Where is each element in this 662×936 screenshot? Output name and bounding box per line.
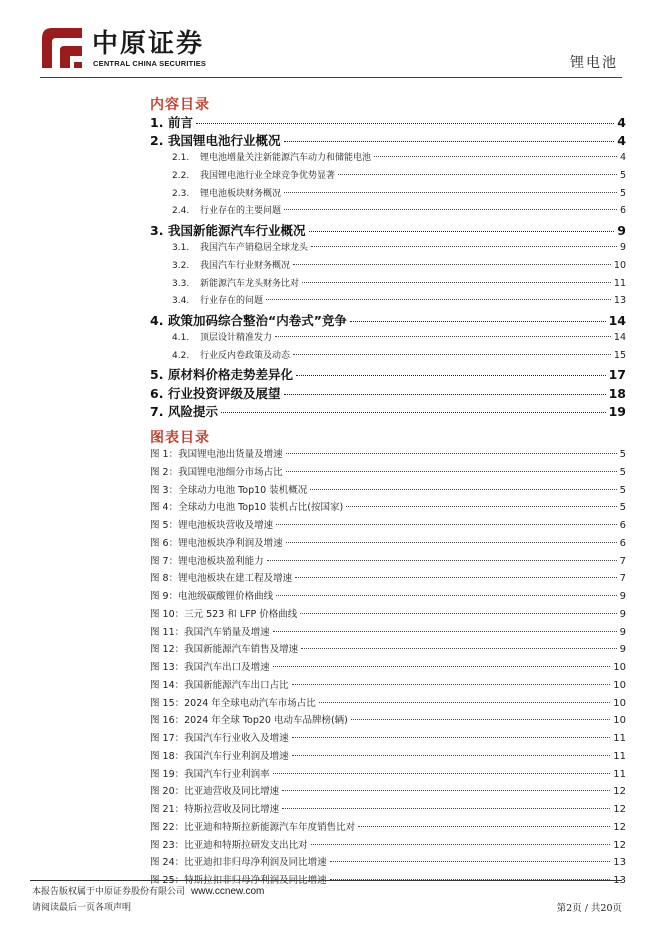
figure-entry[interactable] <box>150 854 626 872</box>
figure-label: 比亚迪和特斯拉新能源汽车年度销售比对 <box>184 821 356 833</box>
figure-page: 10 <box>613 679 626 691</box>
figure-label: 我国锂电池细分市场占比 <box>178 466 283 478</box>
footer-disclaimer: 请阅读最后一页各项声明 <box>32 903 132 913</box>
leader-dots <box>284 209 617 210</box>
figure-label: 锂电池板块盈利能力 <box>178 555 264 567</box>
figure-number: 图 19： <box>150 768 185 780</box>
leader-dots <box>267 560 617 561</box>
toc-entry-number: 4. <box>150 313 164 329</box>
footer-divider <box>30 880 622 881</box>
leader-dots <box>293 354 611 355</box>
toc-subentry-number: 3.2. <box>172 260 190 271</box>
toc-subentry[interactable] <box>150 330 626 348</box>
toc-subentry-label: 锂电池增量关注新能源汽车动力和储能电池 <box>200 152 372 163</box>
leader-dots <box>309 231 615 232</box>
figure-label: 2024 年全球电动汽车市场占比 <box>184 697 316 709</box>
toc-subentry-page: 9 <box>619 241 626 253</box>
leader-dots <box>311 844 611 845</box>
figure-label: 我国汽车行业收入及增速 <box>184 733 289 744</box>
toc-entry[interactable] <box>150 221 626 239</box>
leader-dots <box>292 755 611 756</box>
company-name-cn: 中原证券 <box>92 29 205 59</box>
leader-dots <box>275 336 611 337</box>
toc-subentry[interactable] <box>150 168 626 186</box>
leader-dots <box>301 648 617 649</box>
toc-subentry-number: 3.1. <box>172 242 190 253</box>
leader-dots <box>286 542 617 543</box>
figure-label: 我国汽车销量及增速 <box>184 626 270 638</box>
toc-subentry-page: 15 <box>613 349 626 361</box>
company-name-en: CENTRAL CHINA SECURITIES <box>93 59 207 68</box>
figure-label: 特斯拉营收及同比增速 <box>184 804 280 815</box>
figure-page: 9 <box>619 644 626 656</box>
figure-number: 图 5： <box>150 520 179 531</box>
toc-subentry-label: 锂电池板块财务概况 <box>200 188 282 199</box>
figure-page: 12 <box>613 804 626 815</box>
toc-entry-number: 5. <box>150 367 164 383</box>
leader-dots <box>296 375 606 376</box>
figure-entry[interactable] <box>150 748 626 766</box>
figure-entry[interactable] <box>150 677 626 695</box>
figure-page: 11 <box>613 768 626 780</box>
page-number: 第2页 / 共20页 <box>556 903 622 914</box>
figure-number: 图 11： <box>150 626 185 638</box>
header-divider <box>40 77 622 78</box>
figure-entry[interactable] <box>150 766 626 784</box>
toc-entry-page: 19 <box>608 404 626 420</box>
figure-page: 10 <box>613 697 626 709</box>
figure-page: 7 <box>619 573 626 585</box>
leader-dots <box>350 321 606 322</box>
leader-dots <box>310 489 616 490</box>
leader-dots <box>351 719 610 720</box>
figure-number: 图 14： <box>150 679 185 691</box>
table-of-contents <box>150 113 626 421</box>
figure-page: 11 <box>613 733 626 744</box>
figure-label: 我国汽车行业利润率 <box>184 768 270 780</box>
toc-subentry[interactable] <box>150 240 626 258</box>
toc-subentry-label: 行业反内卷政策及动态 <box>200 350 291 361</box>
toc-entry-label: 我国新能源汽车行业概况 <box>168 223 306 239</box>
leader-dots <box>284 141 615 142</box>
figure-label: 三元 523 和 LFP 价格曲线 <box>184 608 298 620</box>
figure-number: 图 9： <box>150 591 179 602</box>
copyright-text: 本报告版权属于中原证券股份有限公司 <box>32 887 186 897</box>
figure-entry[interactable] <box>150 588 626 606</box>
figure-number: 图 25： <box>150 875 185 886</box>
figure-page: 12 <box>613 839 626 851</box>
toc-subentry-number: 2.3. <box>172 188 190 199</box>
toc-subentry-number: 2.1. <box>172 152 190 163</box>
leader-dots <box>338 174 617 175</box>
toc-entry-page: 4 <box>617 133 626 149</box>
toc-subentry[interactable] <box>150 150 626 168</box>
figure-label: 比亚迪扣非归母净利润及同比增速 <box>184 857 327 869</box>
toc-entry[interactable] <box>150 113 626 131</box>
toc-subentry-page: 5 <box>619 187 626 199</box>
toc-entry-label: 风险提示 <box>168 404 219 420</box>
leader-dots <box>284 394 606 395</box>
toc-entry[interactable] <box>150 384 626 402</box>
toc-entry-label: 前言 <box>168 115 194 130</box>
toc-subentry-page: 13 <box>613 295 626 307</box>
toc-entry[interactable] <box>150 311 626 329</box>
figure-entry[interactable] <box>150 624 626 642</box>
figure-page: 13 <box>613 875 626 886</box>
leader-dots <box>273 773 611 774</box>
figure-entry[interactable] <box>150 570 626 588</box>
leader-dots <box>276 524 617 525</box>
toc-entry-number: 2. <box>150 133 164 149</box>
toc-subentry-label: 我国汽车产销稳居全球龙头 <box>200 242 309 253</box>
figure-page: 7 <box>619 555 626 567</box>
website-link[interactable]: www.ccnew.com <box>191 886 265 897</box>
figure-entry[interactable] <box>150 482 626 500</box>
figure-label: 锂电池板块在建工程及增速 <box>178 573 293 585</box>
toc-subentry[interactable] <box>150 276 626 294</box>
figure-label: 2024 年全球 Top20 电动车品牌榜(辆) <box>184 715 348 727</box>
toc-subentry-label: 行业存在的问题 <box>200 296 264 307</box>
toc-subentry-label: 顶层设计精准发力 <box>200 332 273 343</box>
figure-page: 10 <box>613 662 626 673</box>
leader-dots <box>266 299 611 300</box>
toc-subentry-number: 4.1. <box>172 332 190 343</box>
figure-page: 5 <box>619 484 626 496</box>
figure-number: 图 15： <box>150 697 185 709</box>
leader-dots <box>293 264 611 265</box>
leader-dots <box>284 192 617 193</box>
figure-page: 5 <box>619 502 626 514</box>
figure-number: 图 23： <box>150 839 185 851</box>
leader-dots <box>319 702 610 703</box>
figure-page: 9 <box>619 626 626 638</box>
figure-label: 我国锂电池出货量及增速 <box>178 449 283 460</box>
leader-dots <box>358 826 610 827</box>
figure-page: 5 <box>619 449 626 460</box>
figure-page: 10 <box>613 715 626 727</box>
figure-label: 我国新能源汽车销售及增速 <box>184 644 299 656</box>
leader-dots <box>292 684 611 685</box>
figure-label: 电池级碳酸锂价格曲线 <box>178 591 274 602</box>
figure-entry[interactable] <box>150 837 626 855</box>
figure-entry[interactable] <box>150 730 626 748</box>
figure-page: 11 <box>613 750 626 762</box>
toc-entry-page: 4 <box>617 115 626 130</box>
figure-number: 图 16： <box>150 715 185 727</box>
footer-copyright <box>32 884 264 897</box>
toc-entry-number: 3. <box>150 223 164 239</box>
toc-entry-label: 政策加码综合整治“内卷式”竞争 <box>168 313 347 329</box>
toc-subentry-number: 4.2. <box>172 350 190 361</box>
figure-number: 图 20： <box>150 786 185 798</box>
leader-dots <box>282 808 610 809</box>
toc-entry-page: 14 <box>608 313 626 329</box>
figure-page: 12 <box>613 786 626 798</box>
toc-subentry[interactable] <box>150 348 626 366</box>
toc-subentry-page: 5 <box>619 169 626 181</box>
toc-entry-number: 1. <box>150 115 164 130</box>
figure-entry[interactable] <box>150 517 626 535</box>
leader-dots <box>295 577 617 578</box>
figure-page: 9 <box>619 608 626 620</box>
toc-subentry[interactable] <box>150 293 626 311</box>
figure-label: 比亚迪和特斯拉研发支出比对 <box>184 839 308 851</box>
leader-dots <box>276 595 617 596</box>
leader-dots <box>273 666 611 667</box>
figure-entry[interactable] <box>150 819 626 837</box>
figure-page: 5 <box>619 466 626 478</box>
figure-number: 图 17： <box>150 733 185 744</box>
document-category: 锂电池 <box>570 55 618 71</box>
toc-subentry-label: 行业存在的主要问题 <box>200 206 282 217</box>
figure-number: 图 13： <box>150 662 185 673</box>
figure-label: 锂电池板块营收及增速 <box>178 520 274 531</box>
toc-entry-number: 7. <box>150 404 164 420</box>
figure-page: 9 <box>619 591 626 602</box>
figure-label: 全球动力电池 Top10 装机占比(按国家) <box>178 502 344 514</box>
figure-label: 我国新能源汽车出口占比 <box>184 679 289 691</box>
figure-number: 图 12： <box>150 644 185 656</box>
page-header <box>0 0 662 80</box>
toc-subentry[interactable] <box>150 186 626 204</box>
toc-subentry-number: 2.4. <box>172 206 190 217</box>
toc-subentry-number: 3.4. <box>172 296 190 307</box>
figure-number: 图 24： <box>150 857 185 869</box>
figure-number: 图 4： <box>150 502 179 514</box>
figure-number: 图 6： <box>150 537 179 549</box>
toc-entry-page: 17 <box>608 367 626 383</box>
figure-number: 图 8： <box>150 573 179 585</box>
toc-entry-label: 我国锂电池行业概况 <box>168 133 281 149</box>
figure-list <box>150 446 626 890</box>
figure-label: 锂电池板块净利润及增速 <box>178 537 283 549</box>
leader-dots <box>282 790 610 791</box>
toc-subentry-page: 6 <box>619 205 626 217</box>
toc-subentry[interactable] <box>150 258 626 276</box>
figure-entry[interactable] <box>150 695 626 713</box>
leader-dots <box>330 861 611 862</box>
toc-subentry-page: 10 <box>613 259 626 271</box>
figure-entry[interactable] <box>150 606 626 624</box>
figure-label: 比亚迪营收及同比增速 <box>184 786 280 798</box>
leader-dots <box>346 506 616 507</box>
toc-subentry-label: 新能源汽车龙头财务比对 <box>200 278 300 289</box>
leader-dots <box>311 246 617 247</box>
figure-number: 图 21： <box>150 804 185 815</box>
figure-label: 我国汽车行业利润及增速 <box>184 750 289 762</box>
figure-number: 图 1： <box>150 449 179 460</box>
figure-entry[interactable] <box>150 659 626 677</box>
toc-subentry[interactable] <box>150 203 626 221</box>
toc-subentry-label: 我国汽车行业财务概况 <box>200 260 291 271</box>
toc-subentry-page: 11 <box>613 277 626 289</box>
toc-subentry-page: 14 <box>613 331 626 343</box>
figure-entry[interactable] <box>150 641 626 659</box>
toc-entry-number: 6. <box>150 385 164 401</box>
leader-dots <box>286 453 617 454</box>
figure-label: 特斯拉扣非归母净利润及同比增速 <box>184 875 327 886</box>
toc-entry-page: 18 <box>608 385 626 401</box>
figure-page: 13 <box>613 857 626 869</box>
figure-page: 12 <box>613 821 626 833</box>
figure-entry[interactable] <box>150 801 626 819</box>
toc-entry-label: 行业投资评级及展望 <box>168 385 281 401</box>
figure-number: 图 10： <box>150 608 185 620</box>
figure-label: 全球动力电池 Top10 装机概况 <box>178 484 308 496</box>
toc-subentry-label: 我国锂电池行业全球竞争优势显著 <box>200 170 336 181</box>
figure-entry[interactable] <box>150 553 626 571</box>
figure-number: 图 2： <box>150 466 179 478</box>
figure-entry[interactable] <box>150 446 626 464</box>
leader-dots <box>221 412 606 413</box>
figure-number: 图 3： <box>150 484 179 496</box>
toc-entry[interactable] <box>150 402 626 420</box>
figure-entry[interactable] <box>150 464 626 482</box>
leader-dots <box>196 123 614 124</box>
figure-entry[interactable] <box>150 499 626 517</box>
company-logo-icon <box>40 26 84 70</box>
toc-entry-page: 9 <box>617 223 626 239</box>
leader-dots <box>286 471 617 472</box>
leader-dots <box>374 156 617 157</box>
leader-dots <box>292 737 611 738</box>
toc-subentry-number: 2.2. <box>172 170 190 181</box>
toc-entry[interactable] <box>150 365 626 383</box>
leader-dots <box>300 613 616 614</box>
leader-dots <box>273 631 617 632</box>
toc-title: 内容目录 <box>150 97 210 113</box>
figure-number: 图 22： <box>150 821 185 833</box>
figure-entry[interactable] <box>150 783 626 801</box>
figures-title: 图表目录 <box>150 430 210 446</box>
toc-entry-label: 原材料价格走势差异化 <box>168 367 294 383</box>
leader-dots <box>302 282 611 283</box>
figure-label: 我国汽车出口及增速 <box>184 662 270 673</box>
figure-entry[interactable] <box>150 535 626 553</box>
figure-page: 6 <box>619 520 626 531</box>
toc-subentry-number: 3.3. <box>172 278 190 289</box>
figure-number: 图 7： <box>150 555 179 567</box>
toc-subentry-page: 4 <box>619 151 626 163</box>
figure-page: 6 <box>619 537 626 549</box>
figure-entry[interactable] <box>150 712 626 730</box>
toc-entry[interactable] <box>150 131 626 149</box>
figure-number: 图 18： <box>150 750 185 762</box>
